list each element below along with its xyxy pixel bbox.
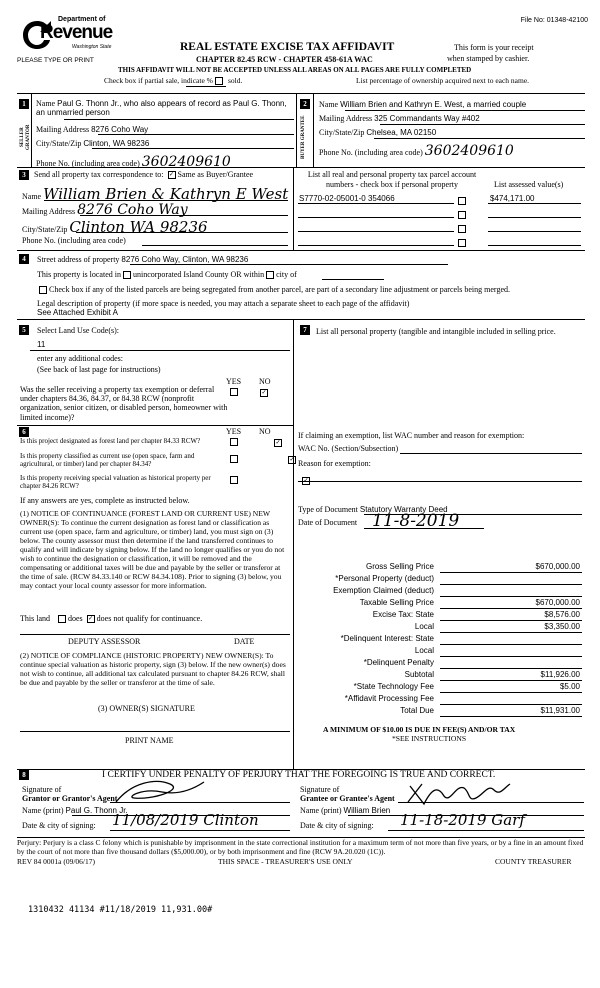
grantee-date-field[interactable]: 11-18-2019 Garf: [400, 811, 525, 829]
section-3-rule: [17, 167, 585, 168]
calc-row-label: Total Due: [400, 706, 434, 715]
historic-yes-checkbox[interactable]: [230, 476, 238, 484]
doc-type-field[interactable]: Statutory Warranty Deed: [359, 505, 448, 514]
partial-percent-line: [186, 86, 226, 87]
calc-row-line: [440, 716, 582, 717]
corr-city-label: City/State/Zip: [22, 225, 68, 234]
sec6-yes-head: YES: [226, 427, 242, 436]
street-label: Street address of property: [37, 255, 120, 264]
cashier-note: when stamped by cashier.: [447, 54, 530, 63]
seller-mail-field[interactable]: 8276 Coho Way: [91, 125, 149, 134]
street-row: [37, 255, 248, 264]
unincorporated-label: unincorporated Island County OR within: [132, 270, 265, 279]
if-yes-note: If any answers are yes, complete as instructed below.: [20, 496, 190, 505]
middle-divider: [293, 319, 294, 769]
partial-sale-checkbox[interactable]: [215, 77, 223, 85]
treasurer-space-label: THIS SPACE - TREASURER'S USE ONLY: [218, 857, 353, 866]
buyer-mail-line: [380, 124, 585, 125]
seller-city-row: [36, 139, 149, 148]
qualify-label: qualify for continuance.: [125, 614, 203, 623]
forest-land-question: Is this project designated as forest land per chapter 84.33 RCW?: [20, 437, 201, 445]
land-use-line: [30, 350, 290, 351]
located-row: [37, 270, 297, 279]
calc-row-value[interactable]: $8,576.00: [544, 610, 580, 619]
calc-row-line: [440, 704, 582, 705]
calc-row-line: [440, 596, 582, 597]
personal-property-checkbox-3[interactable]: [458, 225, 466, 233]
forest-yes-checkbox[interactable]: [230, 438, 238, 446]
grantor-signature-image: [112, 776, 208, 810]
grantor-date-line: [110, 830, 290, 831]
department-label: Department of: [58, 16, 106, 23]
sec5-yes-head: YES: [226, 377, 242, 386]
land-use-label: Select Land Use Code(s):: [37, 326, 119, 335]
city-of-checkbox[interactable]: [266, 271, 274, 279]
buyer-city-field[interactable]: Chelsea, MA 02150: [366, 128, 437, 137]
seller-city-label: City/State/Zip: [36, 139, 82, 148]
form-title: REAL ESTATE EXCISE TAX AFFIDAVIT: [180, 41, 395, 53]
calc-row-value[interactable]: $3,350.00: [544, 622, 580, 631]
calc-row-line: [440, 632, 582, 633]
parcel-number-1[interactable]: S7770-02-05001-0 354066: [299, 194, 395, 203]
ownership-note: List percentage of ownership acquired next to each name.: [356, 76, 530, 85]
cashier-stamp: 1310432 41134 #11/18/2019 11,931.00#: [28, 905, 213, 915]
grantee-sig-of: Signature of: [300, 785, 340, 794]
grantor-agent-label: Grantor or Grantor's Agent: [22, 794, 118, 803]
same-as-buyer-checkbox[interactable]: ✓: [169, 172, 175, 179]
calc-row-value[interactable]: $5.00: [559, 682, 580, 691]
seller-buyer-divider: [296, 93, 297, 167]
print-name-label: PRINT NAME: [125, 736, 174, 745]
calc-row-label: Local: [414, 646, 434, 655]
seller-name-label: Name: [36, 99, 56, 108]
calc-row-label: Taxable Selling Price: [359, 598, 434, 607]
buyer-name-field[interactable]: William Brien and Kathryn E. West, a married couple: [340, 100, 527, 109]
street-field[interactable]: 8276 Coho Way, Clinton, WA 98236: [121, 255, 249, 264]
correspondence-row: [34, 170, 253, 179]
corr-name-field[interactable]: William Brien & Kathryn E West: [43, 185, 289, 203]
section-3-number: 3: [19, 170, 29, 180]
buyer-mail-row: [319, 114, 480, 123]
buyer-name-line: [345, 110, 585, 111]
buyer-city-row: [319, 128, 436, 137]
parcel-line-4: [298, 245, 454, 246]
city-of-label: city of: [276, 270, 297, 279]
buyer-name-label: Name: [319, 100, 339, 109]
parcel-line-3: [298, 231, 454, 232]
calc-row-value[interactable]: $670,000.00: [535, 598, 580, 607]
section-2-number: 2: [300, 99, 310, 109]
calc-row-label: *State Technology Fee: [353, 682, 434, 691]
corr-name-line: [44, 200, 288, 201]
see-instructions-note: *SEE INSTRUCTIONS: [392, 734, 467, 743]
certify-statement: I CERTIFY UNDER PENALTY OF PERJURY THAT THE FOREGOING IS TRUE AND CORRECT.: [102, 770, 496, 780]
exemption-yes-checkbox[interactable]: [230, 388, 238, 396]
buyer-phone-label: Phone No. (including area code): [319, 148, 423, 157]
calc-row-line: [440, 608, 582, 609]
buyer-city-label: City/State/Zip: [319, 128, 365, 137]
see-back-label: (See back of last page for instructions): [37, 365, 161, 374]
section-5-number: 5: [19, 325, 29, 335]
calc-row-label: *Personal Property (deduct): [335, 574, 434, 583]
section-8-number: 8: [19, 770, 29, 780]
assessed-line-1: [488, 203, 581, 204]
seller-phone-label: Phone No. (including area code): [36, 159, 140, 168]
seller-mail-label: Mailing Address: [36, 125, 90, 134]
corr-mail-field[interactable]: 8276 Coho Way: [77, 202, 188, 218]
calc-row-value[interactable]: $670,000.00: [535, 562, 580, 571]
corr-phone-label: Phone No. (including area code): [22, 236, 126, 245]
section-6-number: 6: [19, 427, 29, 437]
exemption-question: Was the seller receiving a property tax exemption or deferral under chapters 84.36, 84.37, or 84.38 RCW (nonprofit organization, senior citizen, or disabled person, homeowner with limited income)?: [20, 385, 228, 422]
grantee-date-line: [388, 830, 584, 831]
personal-property-checkbox-1[interactable]: [458, 197, 466, 205]
does-not-checkbox[interactable]: ✓: [88, 616, 94, 623]
assessed-line-3: [488, 231, 581, 232]
calc-row-label: Subtotal: [404, 670, 434, 679]
street-line: [130, 264, 448, 265]
calc-row-line: [440, 656, 582, 657]
section-1-number: 1: [19, 99, 29, 109]
wac-line: [400, 453, 582, 454]
current-use-question: Is this property classified as current use (open space, farm and agricultural, or timber) land per chapter 84.34?: [20, 452, 195, 469]
grantee-agent-label: Grantee or Grantee's Agent: [300, 794, 395, 803]
buyer-name-row: [319, 100, 589, 109]
assessed-line-4: [488, 245, 581, 246]
exemption-claim-label: If claiming an exemption, list WAC number and reason for exemption:: [298, 431, 525, 440]
land-use-code-field[interactable]: 11: [37, 340, 46, 349]
section-4-number: 4: [19, 254, 29, 264]
notice-banner: THIS AFFIDAVIT WILL NOT BE ACCEPTED UNLESS ALL AREAS ON ALL PAGES ARE FULLY COMPLETED: [118, 66, 472, 74]
continuance-row: [20, 614, 202, 623]
grantor-sig-of: Signature of: [22, 785, 62, 794]
assessed-line-2: [488, 217, 581, 218]
compliance-notice: (2) NOTICE OF COMPLIANCE (HISTORIC PROPERTY) NEW OWNER(S): To continue special valuation as historic property, sign (3) below. If the new owner(s) does not wish to continue, all additional tax calculated pursuant to chapter 84.26 RCW, shall be due and payable by the seller or transferor at the time of sale.: [20, 651, 286, 687]
assessed-head: List assessed value(s): [494, 180, 564, 189]
same-as-buyer-label: Same as Buyer/Grantee: [177, 170, 254, 179]
calc-row-value[interactable]: $11,926.00: [540, 670, 580, 679]
grantor-sig-line: [110, 802, 290, 803]
calc-row-value[interactable]: $11,931.00: [540, 706, 580, 715]
forest-no-checkbox[interactable]: ✓: [275, 440, 281, 447]
buyer-mail-field[interactable]: 325 Commandants Way #402: [374, 114, 480, 123]
calc-row-label: Exemption Claimed (deduct): [333, 586, 434, 595]
current-use-yes-checkbox[interactable]: [230, 455, 238, 463]
buyer-mail-label: Mailing Address: [319, 114, 373, 123]
corr-name-label: Name: [22, 192, 42, 201]
additional-codes-label: enter any additional codes:: [37, 354, 123, 363]
section-5-rule: [17, 319, 585, 320]
grantee-date-label: Date & city of signing:: [300, 821, 374, 830]
current-use-no-checkbox[interactable]: ✓: [289, 457, 295, 464]
doc-date-line: [364, 528, 484, 529]
reason-label: Reason for exemption:: [298, 459, 371, 468]
seller-city-field[interactable]: Clinton, WA 98236: [83, 139, 150, 148]
calc-row-line: [440, 668, 582, 669]
top-rule: [17, 93, 585, 94]
file-number: File No: 01348-42100: [520, 17, 588, 24]
segregated-label: Check box if any of the listed parcels are being segregated from another parcel, are part of a secondary line adjustment or parcels being merged.: [49, 285, 510, 294]
grantee-sig-line: [398, 802, 584, 803]
legal-description-field[interactable]: See Attached Exhibit A: [37, 308, 118, 317]
seller-side-label: SELLER GRANTOR: [20, 124, 31, 150]
seller-mail-row: [36, 125, 148, 134]
grantee-name-row: [300, 806, 390, 815]
seller-city-line: [92, 148, 294, 149]
seller-mail-line: [98, 134, 294, 135]
segregated-checkbox[interactable]: [39, 286, 47, 294]
partial-sale-text: Check box if partial sale, indicate %: [104, 76, 213, 85]
legal-label: Legal description of property (if more space is needed, you may attach a separate sheet to each page of the affidavit): [37, 299, 410, 308]
buyer-phone-field[interactable]: 3602409610: [424, 143, 514, 159]
personal-property-checkbox-2[interactable]: [458, 211, 466, 219]
deputy-assessor-label: DEPUTY ASSESSOR: [68, 637, 141, 646]
buyer-side-label: BUYER GRANTEE: [301, 115, 306, 159]
state-label: Washington State: [72, 44, 112, 50]
grantee-name-print-label: Name (print): [300, 806, 342, 815]
historic-question: Is this property receiving special valuation as historical property per chapter 84.26 RCW?: [20, 474, 211, 491]
personal-property-label: List all personal property (tangible and intangible included in selling price.: [316, 327, 556, 336]
parcel-head-1: List all real and personal property tax parcel account: [307, 170, 477, 179]
wac-label: WAC No. (Section/Subsection): [298, 444, 399, 453]
corr-mail-label: Mailing Address: [22, 207, 76, 216]
corr-phone-line: [142, 245, 288, 246]
personal-property-checkbox-4[interactable]: [458, 239, 466, 247]
corr-city-row: [22, 219, 208, 236]
minimum-note: A MINIMUM OF $10.00 IS DUE IN FEE(S) AND/OR TAX: [323, 725, 516, 734]
parcel-line-2: [298, 217, 454, 218]
calc-row-label: Gross Selling Price: [365, 562, 434, 571]
grantor-name-print-label: Name (print): [22, 806, 64, 815]
calc-row-label: Excise Tax: State: [372, 610, 434, 619]
reason-line: [298, 481, 582, 482]
buyer-city-line: [374, 138, 585, 139]
revision-label: REV 84 0001a (09/06/17): [17, 857, 95, 866]
doc-type-label: Type of Document: [298, 505, 358, 514]
please-type-label: PLEASE TYPE OR PRINT: [17, 57, 94, 64]
revenue-wordmark: Revenue: [40, 22, 113, 43]
located-label: This property is located in: [37, 270, 121, 279]
exemption-no-checkbox[interactable]: ✓: [261, 390, 267, 397]
grantor-date-label: Date & city of signing:: [22, 821, 96, 830]
buyer-side-rule: [313, 93, 314, 167]
seller-name-field[interactable]: Paul G. Thonn Jr., who also appears of record as Paul G. Thonn, an unmarried person: [36, 99, 287, 118]
calc-row-line: [440, 620, 582, 621]
calc-row-line: [440, 644, 582, 645]
calc-row-label: *Delinquent Penalty: [363, 658, 434, 667]
section-7-number: 7: [300, 325, 310, 335]
sec6-no-head: NO: [259, 427, 271, 436]
seller-phone-field[interactable]: 3602409610: [141, 154, 231, 170]
calc-row-line: [440, 584, 582, 585]
calc-row-line: [440, 692, 582, 693]
parcel-line-1: [298, 203, 454, 204]
county-treasurer-label: COUNTY TREASURER: [495, 857, 572, 866]
seller-name-line: [64, 119, 294, 120]
print-name-line: [20, 731, 290, 732]
grantor-name-field[interactable]: Paul G. Thonn Jr.: [65, 806, 128, 815]
does-label: does: [68, 614, 83, 623]
partial-sale-label: [104, 77, 225, 86]
section-6-rule: [17, 425, 293, 426]
corr-city-line: [76, 232, 288, 233]
this-land-label: This land: [20, 614, 50, 623]
buyer-phone-row: [319, 143, 514, 159]
does-not-label: does not: [96, 614, 124, 623]
revenue-logo: [20, 14, 120, 60]
doc-date-field[interactable]: 11-8-2019: [372, 511, 460, 531]
unincorporated-checkbox[interactable]: [123, 271, 131, 279]
city-of-line: [322, 279, 384, 280]
sold-label: sold.: [228, 76, 243, 85]
section-4-rule: [17, 250, 585, 251]
calc-row-line: [440, 572, 582, 573]
corr-city-field[interactable]: Clinton WA 98236: [69, 218, 208, 236]
receipt-note: This form is your receipt: [454, 43, 534, 52]
section-3-divider: [293, 167, 294, 250]
seller-side-rule: [31, 93, 32, 167]
correspondence-label: Send all property tax correspondence to:: [34, 170, 164, 179]
form-chapter: CHAPTER 82.45 RCW - CHAPTER 458-61A WAC: [196, 55, 373, 64]
historic-no-checkbox[interactable]: ✓: [303, 478, 309, 485]
corr-mail-line: [80, 215, 288, 216]
doc-date-label: Date of Document: [298, 518, 358, 527]
perjury-notice: Perjury: Perjury is a class C felony which is punishable by imprisonment in the state correctional institution for a maximum term of not more than five years, or by a fine in an amount fixed by the court of not more than five thousand dollars ($5,000.00), or by both imprisonment and fine (RCW 9A.20.020 (1C)).: [17, 838, 584, 856]
calc-row-line: [440, 680, 582, 681]
grantee-name-field[interactable]: William Brien: [343, 806, 391, 815]
grantor-date-field[interactable]: 11/08/2019 Clinton: [112, 811, 259, 829]
owner-signature-label: (3) OWNER(S) SIGNATURE: [98, 704, 195, 713]
sec5-no-head: NO: [259, 377, 271, 386]
parcel-head-2: numbers - check box if personal property: [326, 180, 458, 189]
seller-name-row: [36, 99, 294, 117]
grantee-signature-image: [404, 778, 514, 808]
calc-row-label: Local: [414, 622, 434, 631]
deputy-line: [20, 634, 290, 635]
segregated-row: [37, 285, 510, 294]
continuance-notice: (1) NOTICE OF CONTINUANCE (FOREST LAND OR CURRENT USE) NEW OWNER(S): To continue the current designation as forest land or classification as current use (open space, farm and agriculture, or timber) land, you must sign on (3) below. The county assessor must then determine if the land transferred continues to qualify and will indicate by signing below. If the land no longer qualifies or you do not wish to continue the designation or classification, it will be removed and the compensating or additional taxes will be due and payable by the seller or transferor at the time of sale. (RCW 84.33.140 or RCW 84.34.108). Prior to signing (3) below, you may contact your local county assessor for more information.: [20, 509, 285, 590]
assessed-value-1[interactable]: $474,171.00: [490, 194, 535, 203]
does-checkbox[interactable]: [58, 615, 66, 623]
calc-row-label: *Affidavit Processing Fee: [344, 694, 434, 703]
deputy-date-label: DATE: [234, 637, 255, 646]
calc-row-label: *Delinquent Interest: State: [340, 634, 434, 643]
